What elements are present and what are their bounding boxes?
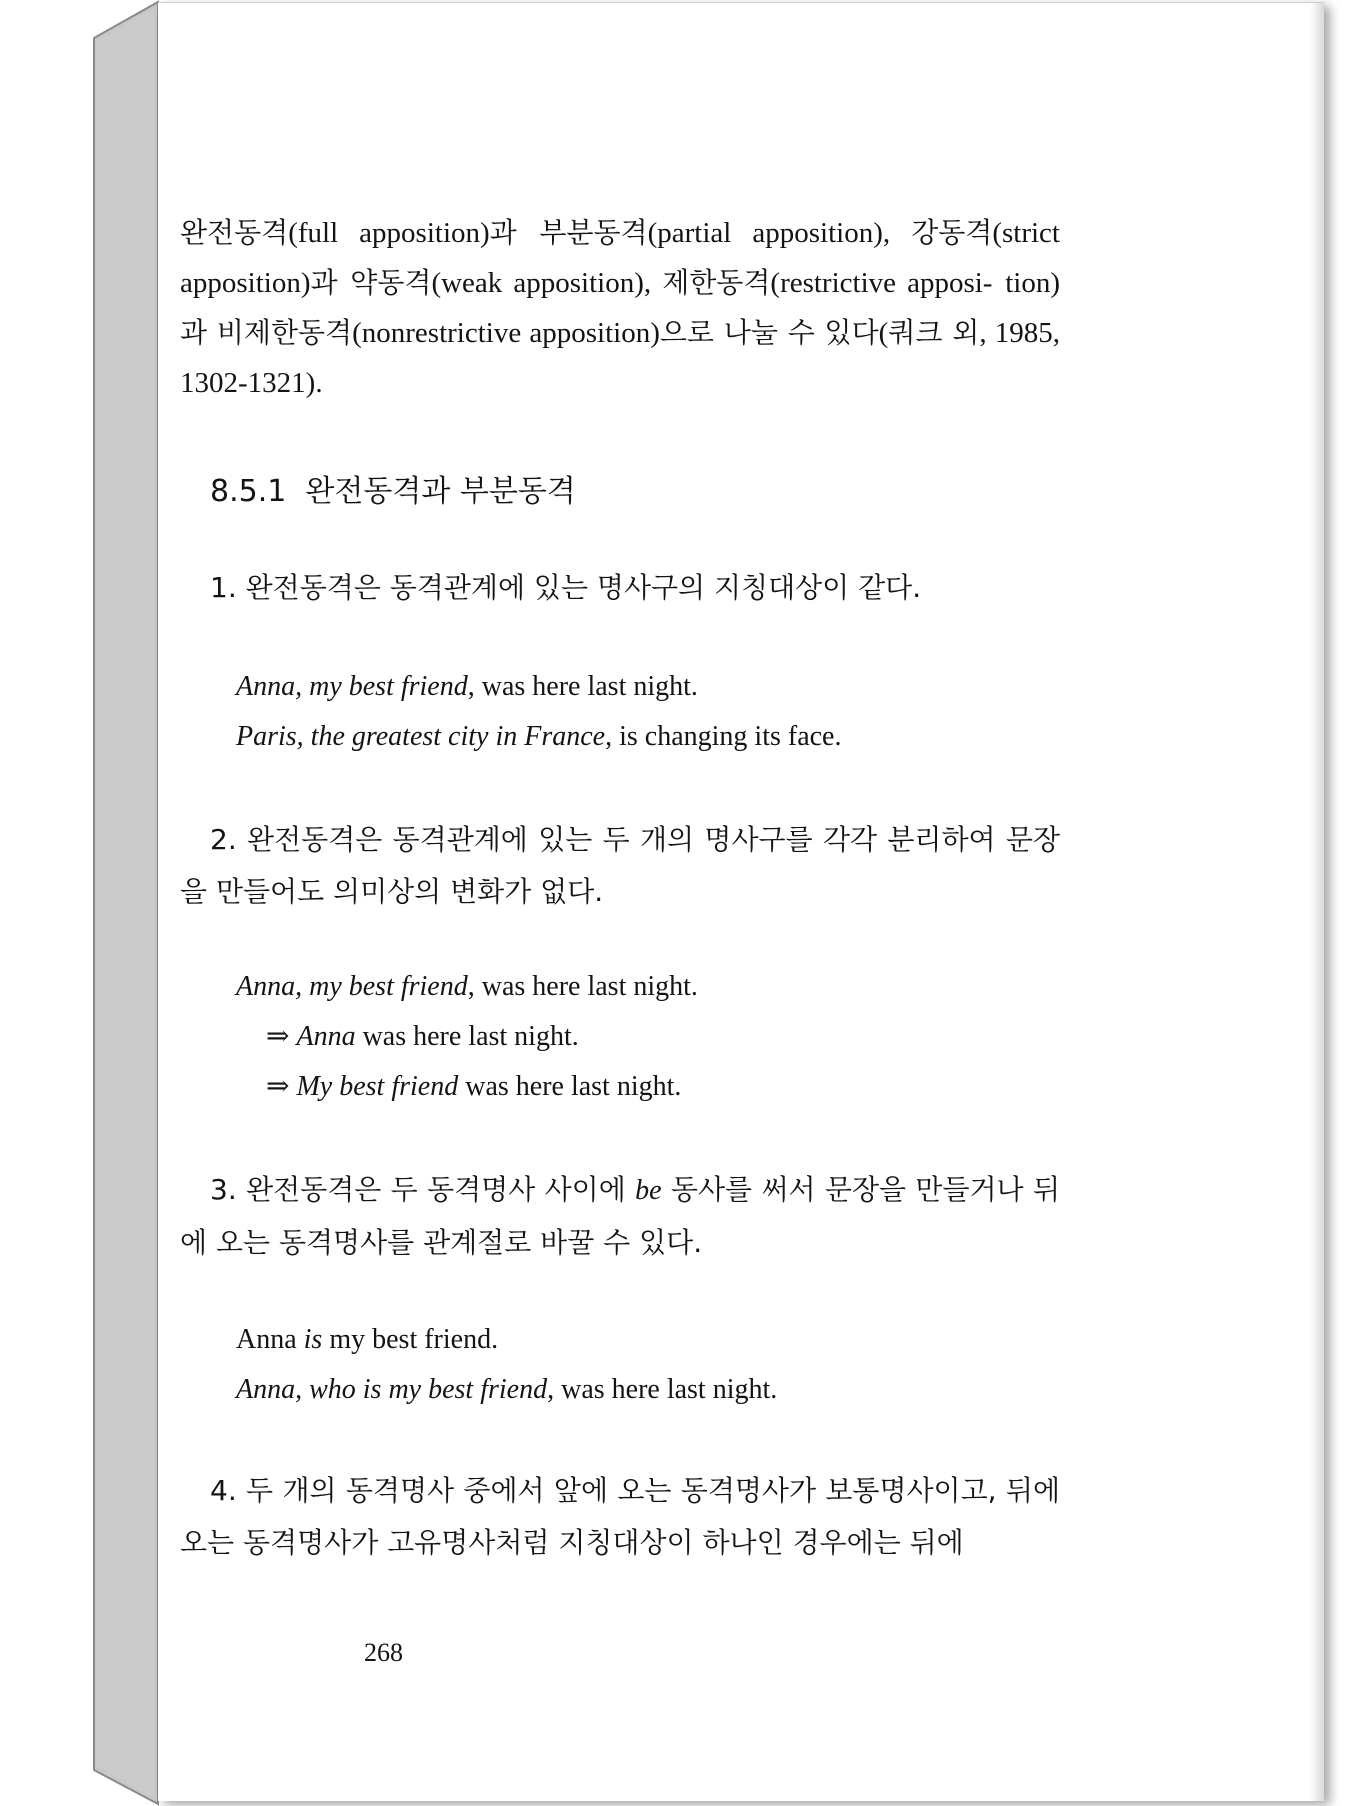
intro-paragraph: 완전동격(full apposition)과 부분동격(partial apposition), 강동격(strict apposition)과 약동격(weak apposition), 제한동격(restrictive apposi- tion)과 비제한동격(nonrestrictive apposition)으로 나눌 수 있다(쿼크 외, 1985, 1302-1321). bbox=[180, 216, 1061, 399]
example-sub-line: ⇒ My best friend was here last night. bbox=[266, 1071, 682, 1102]
arrow-icon: ⇒ bbox=[266, 1021, 290, 1052]
arrow-icon: ⇒ bbox=[266, 1071, 290, 1102]
example-block-2 bbox=[180, 962, 1060, 1112]
page-number: 268 bbox=[364, 1638, 403, 1667]
list-item-3: 3. 완전동격은 두 동격명사 사이에 be 동사를 써서 문장을 만들거나 뒤에 오는 동격명사를 관계절로 바꿀 수 있다. bbox=[180, 1173, 1060, 1259]
page-edge-shadow bbox=[1310, 3, 1324, 1801]
example-line: Paris, the greatest city in France, is changing its face. bbox=[236, 721, 842, 752]
section-heading bbox=[180, 466, 1060, 510]
section-title: 완전동격과 부분동격 bbox=[305, 474, 576, 509]
example-block-1 bbox=[180, 662, 1060, 762]
list-item-2: 2. 완전동격은 동격관계에 있는 두 개의 명사구를 각각 분리하여 문장을 만들어도 의미상의 변화가 없다. bbox=[180, 823, 1060, 908]
example-line: Anna, my best friend, was here last night. bbox=[236, 971, 698, 1002]
list-item-1: 1. 완전동격은 동격관계에 있는 명사구의 지칭대상이 같다. bbox=[210, 571, 922, 604]
example-line: Anna, my best friend, was here last night. bbox=[236, 671, 698, 702]
example-line: Anna, who is my best friend, was here last night. bbox=[236, 1374, 778, 1405]
example-sub-line: ⇒ Anna was here last night. bbox=[266, 1021, 579, 1052]
list-item-4: 4. 두 개의 동격명사 중에서 앞에 오는 동격명사가 보통명사이고, 뒤에 오는 동격명사가 고유명사처럼 지칭대상이 하나인 경우에는 뒤에 bbox=[180, 1474, 1060, 1559]
example-line: Anna is my best friend. bbox=[236, 1324, 499, 1355]
example-block-3 bbox=[180, 1315, 1060, 1415]
page-content bbox=[180, 208, 1060, 1569]
section-number: 8.5.1 bbox=[210, 474, 287, 509]
